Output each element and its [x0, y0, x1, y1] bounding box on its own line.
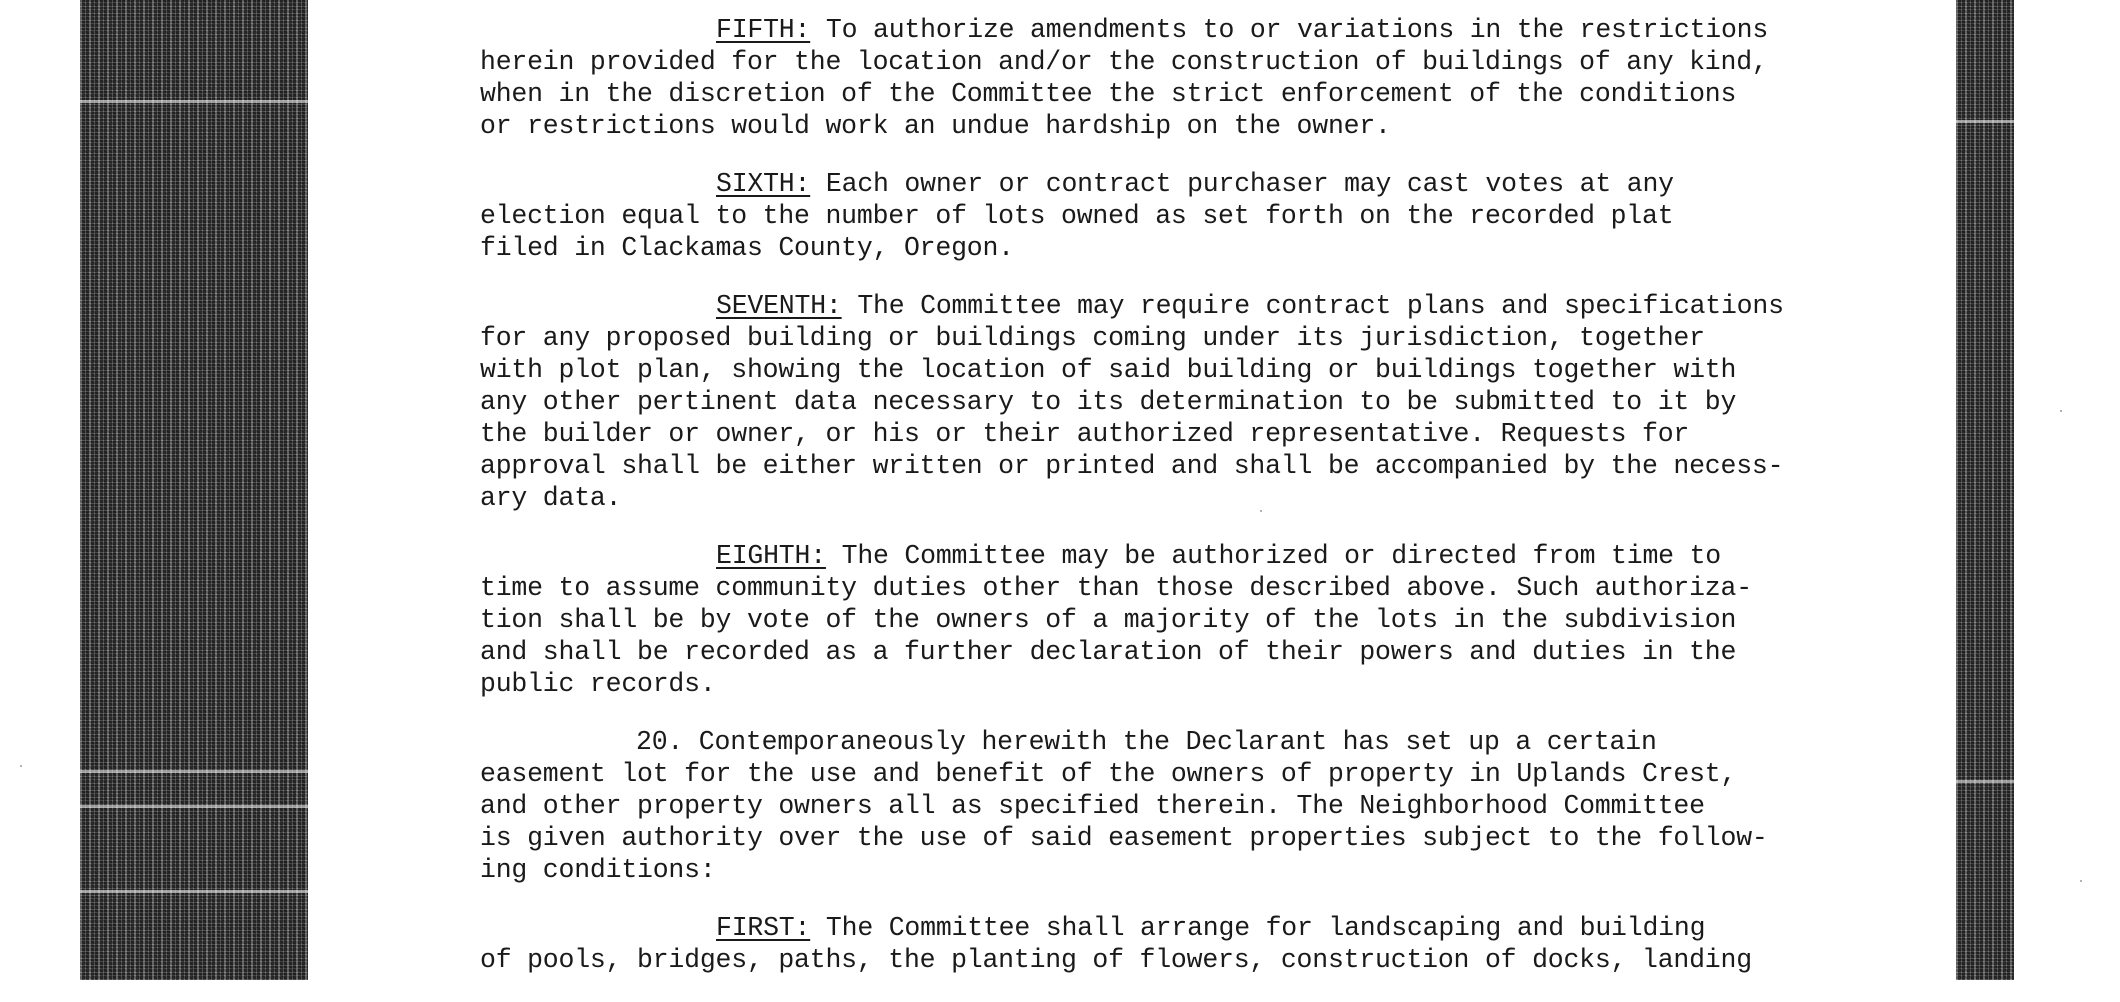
paragraph-first-line: The Committee shall arrange for landscaping and building — [810, 913, 1706, 943]
paragraph-text: election equal to the number of lots owned as set forth on the recorded plat filed in Clackamas County, Oregon. — [480, 201, 1674, 263]
paragraph-text: for any proposed building or buildings coming under its jurisdiction, together with plot plan, showing the location of said building or buildings together with any other pertinent data necessary to its determination to be submitted to it by the builder or owner, or his or their authorized representative. Requests for approval shall be either written or printed and shall be accompanied by the necess- ary data. — [480, 323, 1784, 513]
section-heading: SIXTH: — [716, 169, 811, 199]
paragraph-20 — [480, 726, 1880, 886]
section-heading: EIGHTH: — [716, 541, 826, 571]
paragraph-sixth — [480, 168, 1880, 264]
paragraph-first-line: 20. Contemporaneously herewith the Declarant has set up a certain — [636, 727, 1657, 757]
section-heading: FIRST: — [716, 913, 811, 943]
paragraph-eighth — [480, 540, 1880, 700]
paragraph-text: of pools, bridges, paths, the planting of flowers, construction of docks, landing — [480, 945, 1752, 975]
scan-border-left — [80, 0, 308, 980]
paragraph-first-line: Each owner or contract purchaser may cast votes at any — [810, 169, 1674, 199]
scan-speck — [2080, 880, 2082, 882]
paragraph-seventh — [480, 290, 1880, 514]
scan-speck — [2060, 410, 2062, 412]
paragraph-text: time to assume community duties other than those described above. Such authoriza- tion shall be by vote of the owners of a majority of the lots in the subdivision and shall be recorded as a further declaration of their powers and duties in the public records. — [480, 573, 1752, 699]
paragraph-text: herein provided for the location and/or the construction of buildings of any kind, when in the discretion of the Committee the strict enforcement of the conditions or restrictions would work an undue hardship on the owner. — [480, 47, 1768, 141]
paragraph-first-line: The Committee may require contract plans and specifications — [841, 291, 1784, 321]
document-body — [480, 14, 1880, 1002]
section-heading: FIFTH: — [716, 15, 811, 45]
paragraph-first-line: To authorize amendments to or variations in the restrictions — [810, 15, 1769, 45]
scan-speck — [20, 765, 22, 767]
paragraph-first — [480, 912, 1880, 976]
scan-border-right — [1956, 0, 2014, 980]
paragraph-first-line: The Committee may be authorized or directed from time to — [825, 541, 1721, 571]
paragraph-text: easement lot for the use and benefit of the owners of property in Uplands Crest, and other property owners all as specified therein. The Neighborhood Committee is given authority over the use of said easement properties subject to the follow- ing conditions: — [480, 759, 1768, 885]
paragraph-fifth — [480, 14, 1880, 142]
section-heading: SEVENTH: — [716, 291, 842, 321]
